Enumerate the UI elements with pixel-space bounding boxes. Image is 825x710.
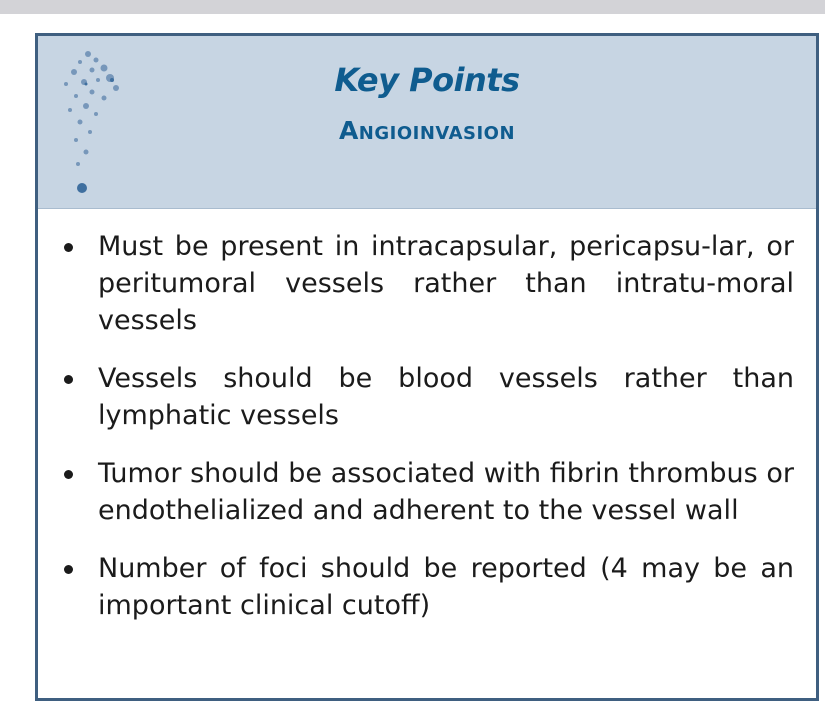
list-item-text: Number of foci should be reported (4 may be an important clinical cutoff)	[98, 553, 794, 621]
bullet-icon	[64, 470, 73, 479]
list-item	[58, 550, 794, 624]
list-item	[58, 455, 794, 529]
bullet-icon	[64, 375, 73, 384]
bullet-icon	[64, 565, 73, 574]
list-item-text: Tumor should be associated with fibrin thrombus or endothelialized and adherent to the vessel wall	[98, 458, 794, 526]
list-item	[58, 360, 794, 434]
key-points-box	[35, 33, 819, 701]
list-item-text: Must be present in intracapsular, pericapsu-lar, or peritumoral vessels rather than intratu-moral vessels	[98, 231, 794, 336]
list-item-text: Vessels should be blood vessels rather than lymphatic vessels	[98, 363, 794, 431]
bullet-icon	[64, 243, 73, 252]
top-band	[0, 0, 825, 14]
list-item	[58, 228, 794, 339]
key-points-title: Key Points	[334, 61, 520, 99]
key-points-subtitle: Angioinvasion	[338, 116, 516, 145]
key-points-header	[38, 36, 816, 209]
key-points-list	[58, 228, 794, 645]
